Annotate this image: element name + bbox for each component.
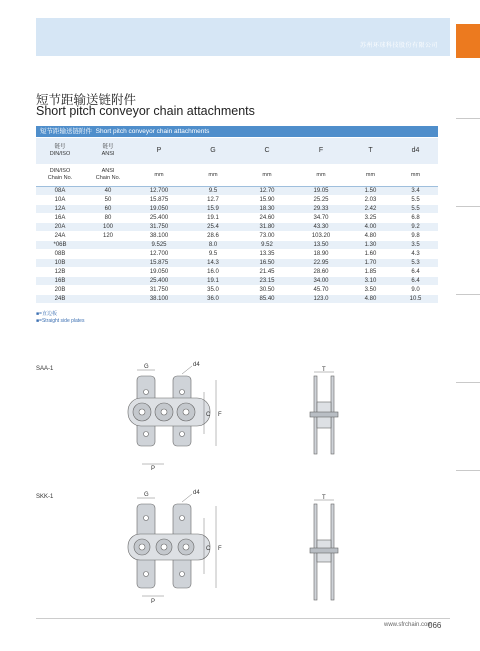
side-nav-drive-chain[interactable] xyxy=(456,118,480,206)
note-en: ■=Straight side plates xyxy=(36,318,85,324)
header-ansi: 链号 ANSI xyxy=(84,138,132,164)
table-cell: 08A xyxy=(36,186,84,195)
table-cell: 30.50 xyxy=(240,285,294,294)
table-cell: 36.0 xyxy=(186,294,240,303)
table-cell: 6.4 xyxy=(393,276,438,285)
skk-hole xyxy=(180,516,185,521)
table-cell: 12.7 xyxy=(186,195,240,204)
saa-pin xyxy=(139,409,145,415)
header-ansi-chain: ANSI Chain No. xyxy=(84,164,132,186)
table-cell: 5.3 xyxy=(393,258,438,267)
table-row xyxy=(36,240,438,249)
table-cell: 80 xyxy=(84,213,132,222)
table-cell: 25.400 xyxy=(132,276,186,285)
skk-side-pin xyxy=(310,548,338,553)
table-cell: 31.750 xyxy=(132,285,186,294)
table-row xyxy=(36,204,438,213)
header-g: G xyxy=(186,138,240,164)
table-cell: 5.5 xyxy=(393,195,438,204)
table-cell: 9.8 xyxy=(393,231,438,240)
table-cell: 3.10 xyxy=(348,276,393,285)
table-cell: 9.0 xyxy=(393,285,438,294)
table-cell: 34.70 xyxy=(294,213,348,222)
saa-dim-p: P xyxy=(151,466,156,472)
table-cell: 25.4 xyxy=(186,222,240,231)
header-p: P xyxy=(132,138,186,164)
table-cell: 23.15 xyxy=(240,276,294,285)
table-cell: 31.80 xyxy=(240,222,294,231)
table-cell: 9.5 xyxy=(186,186,240,195)
table-cell: 29.33 xyxy=(294,204,348,213)
table-cell: 16.50 xyxy=(240,258,294,267)
table-cell: 31.750 xyxy=(132,222,186,231)
table-cell xyxy=(84,258,132,267)
table-cell: 85.40 xyxy=(240,294,294,303)
footer-divider xyxy=(36,618,450,619)
note-cn: ■=直边板 xyxy=(36,311,57,317)
table-cell: 28.6 xyxy=(186,231,240,240)
table-cell: 19.1 xyxy=(186,276,240,285)
table-cell: 3.5 xyxy=(393,240,438,249)
table-cell: 4.3 xyxy=(393,249,438,258)
table-cell: 16B xyxy=(36,276,84,285)
table-cell: 6.8 xyxy=(393,213,438,222)
table-row xyxy=(36,222,438,231)
side-nav-stainless-chain[interactable] xyxy=(456,382,480,470)
table-cell: 16.0 xyxy=(186,267,240,276)
skk-pin xyxy=(139,544,145,550)
table-cell: 10.5 xyxy=(393,294,438,303)
side-nav-conveyor-chain[interactable] xyxy=(456,294,480,382)
table-cell: 123.0 xyxy=(294,294,348,303)
table-cell: 4.80 xyxy=(348,294,393,303)
table-row xyxy=(36,294,438,303)
saa-dim-f: F xyxy=(218,412,222,418)
skk-pin xyxy=(161,544,167,550)
table-cell xyxy=(84,249,132,258)
table-row xyxy=(36,249,438,258)
skk-dim-g: G xyxy=(144,492,149,498)
side-nav-rolling-chain[interactable] xyxy=(456,206,480,294)
table-cell: 2.42 xyxy=(348,204,393,213)
table-cell: 24.60 xyxy=(240,213,294,222)
header-c: C xyxy=(240,138,294,164)
table-cell: 08B xyxy=(36,249,84,258)
table-cell: 22.95 xyxy=(294,258,348,267)
table-cell: 38.100 xyxy=(132,294,186,303)
unit-cell: mm xyxy=(348,164,393,186)
table-cell xyxy=(84,294,132,303)
skk-dim-p: P xyxy=(151,599,156,605)
table-cell: 4.80 xyxy=(348,231,393,240)
table-header-symbols xyxy=(36,138,438,164)
table-cell: 15.875 xyxy=(132,258,186,267)
unit-cell: mm xyxy=(294,164,348,186)
saa-hole xyxy=(180,432,185,437)
table-cell: 25.25 xyxy=(294,195,348,204)
table-notes xyxy=(36,311,84,325)
unit-cell: mm xyxy=(393,164,438,186)
skk-front-drawing xyxy=(120,488,230,608)
skk-hole xyxy=(180,572,185,577)
table-cell xyxy=(84,285,132,294)
saa-dim-d4: d4 xyxy=(193,362,200,368)
table-cell: 38.100 xyxy=(132,231,186,240)
skk-side-drawing xyxy=(300,496,350,608)
table-cell xyxy=(84,267,132,276)
saa-dim-c: C xyxy=(206,412,211,418)
table-cell: 73.00 xyxy=(240,231,294,240)
saa-hole xyxy=(144,432,149,437)
saa-dim-g: G xyxy=(144,364,149,370)
table-row xyxy=(36,195,438,204)
table-cell: 15.90 xyxy=(240,195,294,204)
table-cell: 9.525 xyxy=(132,240,186,249)
table-cell: 12.70 xyxy=(240,186,294,195)
skk-pin xyxy=(183,544,189,550)
table-cell: 4.00 xyxy=(348,222,393,231)
table-cell xyxy=(84,240,132,249)
table-cell: 100 xyxy=(84,222,132,231)
skk-hole xyxy=(144,516,149,521)
table-cell: 120 xyxy=(84,231,132,240)
table-cell: 19.050 xyxy=(132,267,186,276)
company-name: 苏州环球科技股份有限公司 xyxy=(359,43,438,49)
table-cell: 20B xyxy=(36,285,84,294)
table-cell: 19.05 xyxy=(294,186,348,195)
table-cell: 15.9 xyxy=(186,204,240,213)
table-cell: 12.700 xyxy=(132,249,186,258)
table-cell: 3.50 xyxy=(348,285,393,294)
table-cell: 1.50 xyxy=(348,186,393,195)
table-cell: 34.00 xyxy=(294,276,348,285)
figure-label-saa: SAA-1 xyxy=(36,366,54,372)
table-cell: 6.4 xyxy=(393,267,438,276)
unit-cell: mm xyxy=(240,164,294,186)
skk-dim-f: F xyxy=(218,546,222,552)
page-title-en: Short pitch conveyor chain attachments xyxy=(36,104,255,118)
table-row xyxy=(36,231,438,240)
saa-side-dim-t: T xyxy=(322,367,326,373)
header-t: T xyxy=(348,138,393,164)
skk-side-dim-t: T xyxy=(322,495,326,501)
table-header-units xyxy=(36,164,438,186)
table-cell: 1.85 xyxy=(348,267,393,276)
table-body xyxy=(36,186,438,303)
header-f: F xyxy=(294,138,348,164)
unit-cell: mm xyxy=(132,164,186,186)
header-band xyxy=(36,18,450,56)
footer-url[interactable]: www.sfrchain.com xyxy=(384,622,433,628)
table-cell: *06B xyxy=(36,240,84,249)
table-cell: 25.400 xyxy=(132,213,186,222)
table-cell: 13.50 xyxy=(294,240,348,249)
table-cell: 9.52 xyxy=(240,240,294,249)
unit-cell: mm xyxy=(186,164,240,186)
table-cell: 1.30 xyxy=(348,240,393,249)
table-cell: 35.0 xyxy=(186,285,240,294)
table-cell: 24A xyxy=(36,231,84,240)
table-cell: 9.2 xyxy=(393,222,438,231)
table-cell: 3.4 xyxy=(393,186,438,195)
page-number: 066 xyxy=(428,621,442,630)
saa-side-pin xyxy=(310,412,338,417)
saa-side-drawing xyxy=(300,368,350,468)
table-row xyxy=(36,285,438,294)
saa-pin xyxy=(161,409,167,415)
table-row xyxy=(36,276,438,285)
saa-hole xyxy=(144,390,149,395)
table-cell: 60 xyxy=(84,204,132,213)
table-caption-en: Short pitch conveyor chain attachments xyxy=(95,128,210,135)
skk-dim-c: C xyxy=(206,546,211,552)
table-cell: 1.60 xyxy=(348,249,393,258)
side-nav-agricultural-chain[interactable] xyxy=(456,470,480,558)
table-cell: 20A xyxy=(36,222,84,231)
page-title-cn: 短节距输送链附件 xyxy=(36,92,137,107)
table-cell: 19.050 xyxy=(132,204,186,213)
skk-dim-d4: d4 xyxy=(193,490,200,496)
table-cell: 18.90 xyxy=(294,249,348,258)
saa-front-drawing xyxy=(120,360,230,480)
table-cell: 50 xyxy=(84,195,132,204)
skk-hole xyxy=(144,572,149,577)
table-cell: 14.3 xyxy=(186,258,240,267)
table-cell: 28.60 xyxy=(294,267,348,276)
table-cell: 10B xyxy=(36,258,84,267)
header-din-chain: DIN/ISO Chain No. xyxy=(36,164,84,186)
table-cell: 21.45 xyxy=(240,267,294,276)
figure-label-skk: SKK-1 xyxy=(36,494,54,500)
table-cell: 10A xyxy=(36,195,84,204)
table-cell: 2.03 xyxy=(348,195,393,204)
table-cell: 103.20 xyxy=(294,231,348,240)
table-cell: 24B xyxy=(36,294,84,303)
table-cell: 12B xyxy=(36,267,84,276)
table-cell: 15.875 xyxy=(132,195,186,204)
table-cell: 12.700 xyxy=(132,186,186,195)
table-cell: 40 xyxy=(84,186,132,195)
table-cell: 5.5 xyxy=(393,204,438,213)
table-cell: 19.1 xyxy=(186,213,240,222)
table-cell: 13.35 xyxy=(240,249,294,258)
table-row xyxy=(36,186,438,195)
table-caption-cn: 短节距输送链附件 xyxy=(40,128,92,135)
section-tab xyxy=(456,24,480,58)
table-row xyxy=(36,258,438,267)
table-cell: 3.25 xyxy=(348,213,393,222)
table-cell: 16A xyxy=(36,213,84,222)
table-cell: 12A xyxy=(36,204,84,213)
table-cell: 43.30 xyxy=(294,222,348,231)
table-cell: 1.70 xyxy=(348,258,393,267)
saa-hole xyxy=(180,390,185,395)
table-cell: 9.5 xyxy=(186,249,240,258)
table-cell: 8.0 xyxy=(186,240,240,249)
table-caption xyxy=(36,126,438,137)
saa-pin xyxy=(183,409,189,415)
table-cell: 45.70 xyxy=(294,285,348,294)
table-cell xyxy=(84,276,132,285)
spec-table xyxy=(36,138,438,304)
table-row xyxy=(36,267,438,276)
header-din: 链号 DIN/ISO xyxy=(36,138,84,164)
table-row xyxy=(36,213,438,222)
header-d4: d4 xyxy=(393,138,438,164)
table-cell: 18.30 xyxy=(240,204,294,213)
